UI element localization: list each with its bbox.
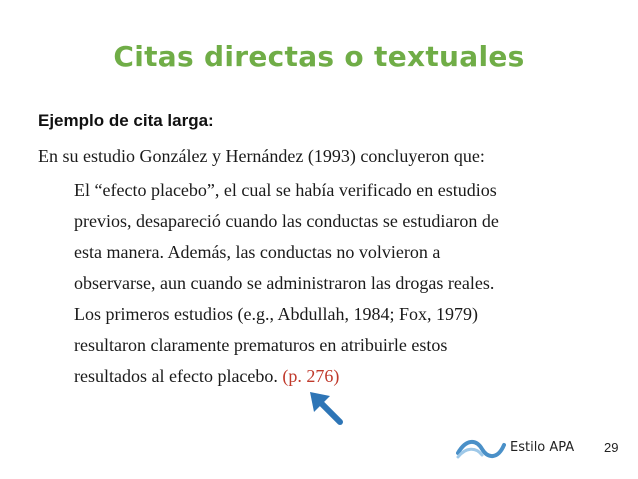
arrow-up-left-icon xyxy=(306,388,346,428)
page-citation: (p. 276) xyxy=(282,366,340,386)
quote-line: previos, desapareció cuando las conductas se estudiaron de xyxy=(74,211,499,231)
slide-title: Citas directas o textuales xyxy=(113,40,525,73)
quote-line: observarse, aun cuando se administraron las drogas reales. xyxy=(74,273,495,293)
page-number: 29 xyxy=(604,440,619,455)
quote-line: El “efecto placebo”, el cual se había verificado en estudios xyxy=(74,180,497,200)
quote-line: resultados al efecto placebo. xyxy=(74,366,278,386)
quote-last-line xyxy=(74,366,339,387)
footer-label: Estilo APA xyxy=(510,440,575,455)
quote-line: esta manera. Además, las conductas no volvieron a xyxy=(74,242,441,262)
quote-line: resultaron claramente prematuros en atribuirle estos xyxy=(74,335,448,355)
subheading: Ejemplo de cita larga: xyxy=(38,111,214,130)
intro-text: En su estudio González y Hernández (1993) concluyeron que: xyxy=(38,146,485,166)
wave-logo-icon xyxy=(456,437,506,461)
quote-line: Los primeros estudios (e.g., Abdullah, 1984; Fox, 1979) xyxy=(74,304,478,324)
